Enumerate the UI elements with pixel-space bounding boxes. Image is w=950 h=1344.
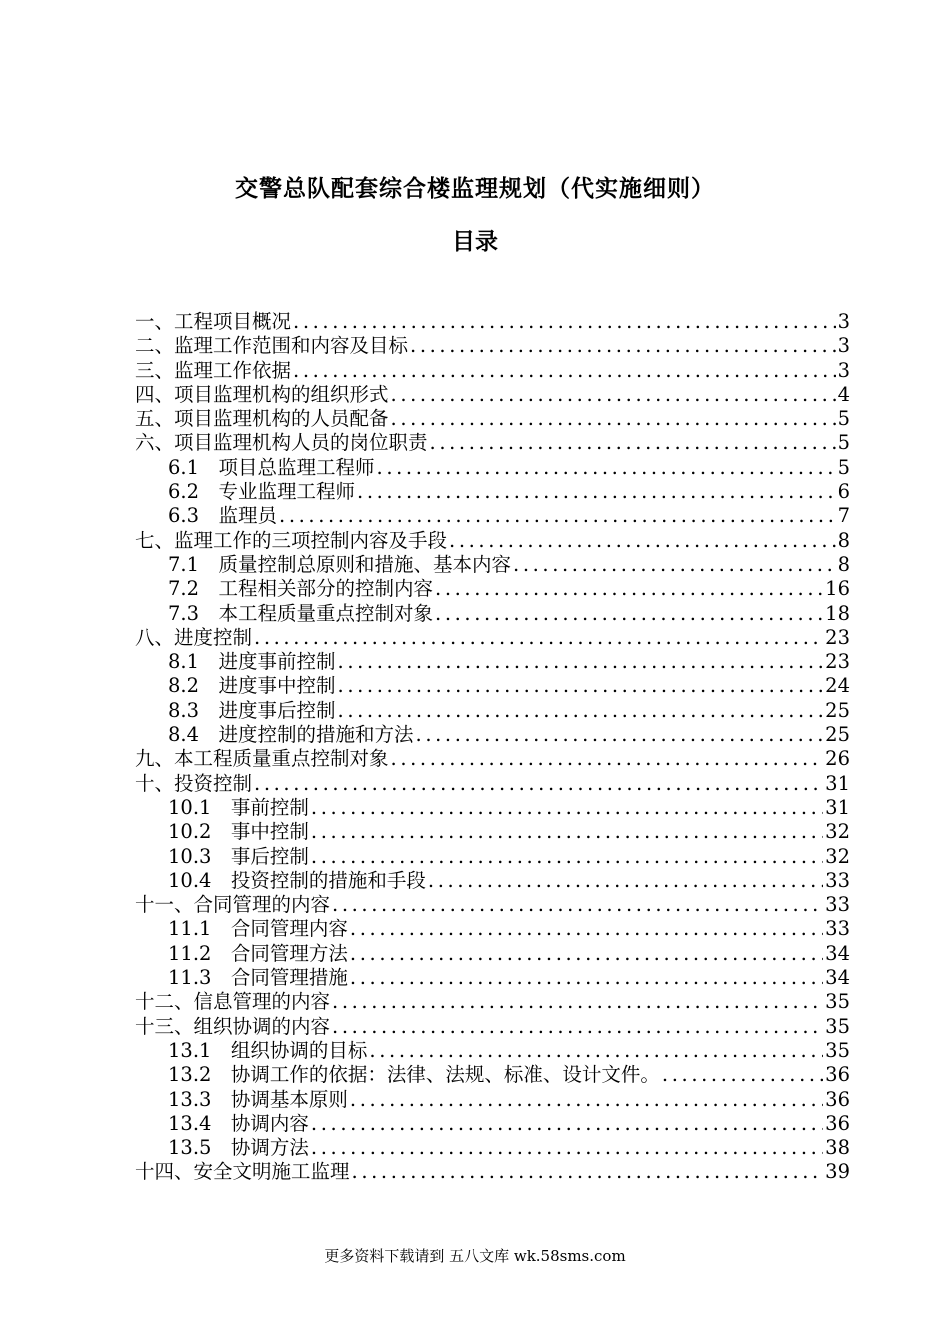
toc-entry-label: 11.3 合同管理措施 xyxy=(168,966,348,990)
toc-dot-leader xyxy=(293,310,836,334)
table-of-contents xyxy=(135,310,850,1185)
toc-entry-page: 32 xyxy=(825,844,850,868)
toc-entry-label: 二、监理工作范围和内容及目标 xyxy=(135,334,409,358)
toc-entry-page: 5 xyxy=(837,407,850,431)
toc-entry-page: 32 xyxy=(825,820,850,844)
toc-dot-leader xyxy=(513,553,836,577)
toc-entry[interactable] xyxy=(135,334,850,358)
toc-entry[interactable] xyxy=(135,699,850,723)
toc-dot-leader xyxy=(311,796,823,820)
toc-dot-leader xyxy=(428,869,823,893)
toc-dot-leader xyxy=(430,431,836,455)
toc-entry-label: 8.3 进度事后控制 xyxy=(168,698,336,722)
toc-entry-label: 十、投资控制 xyxy=(135,771,253,795)
toc-entry-label: 13.3 协调基本原则 xyxy=(168,1087,348,1111)
document-title: 交警总队配套综合楼监理规划（代实施细则） xyxy=(235,176,715,202)
toc-entry-page: 23 xyxy=(825,625,850,649)
toc-entry-label: 11.1 合同管理内容 xyxy=(168,917,348,941)
toc-dot-leader xyxy=(449,529,836,553)
toc-entry-label: 13.4 协调内容 xyxy=(168,1111,309,1135)
toc-dot-leader xyxy=(357,480,836,504)
toc-dot-leader xyxy=(254,626,823,650)
toc-entry[interactable] xyxy=(135,942,850,966)
toc-entry-label: 8.2 进度事中控制 xyxy=(168,674,336,698)
toc-entry-page: 34 xyxy=(825,966,850,990)
toc-entry-page: 31 xyxy=(825,795,850,819)
toc-entry[interactable] xyxy=(135,966,850,990)
toc-heading: 目录 xyxy=(452,229,498,255)
toc-entry-page: 39 xyxy=(825,1160,850,1184)
toc-entry-label: 十一、合同管理的内容 xyxy=(135,893,331,917)
toc-dot-leader xyxy=(338,674,824,698)
toc-entry-label: 10.3 事后控制 xyxy=(168,844,309,868)
toc-entry-label: 十四、安全文明施工监理 xyxy=(135,1160,350,1184)
toc-dot-leader xyxy=(311,820,823,844)
toc-dot-leader xyxy=(332,990,823,1014)
toc-entry[interactable] xyxy=(135,602,850,626)
toc-dot-leader xyxy=(435,602,823,626)
toc-entry[interactable] xyxy=(135,553,850,577)
toc-entry[interactable] xyxy=(135,310,850,334)
toc-entry-page: 5 xyxy=(837,455,850,479)
toc-entry-label: 6.1 项目总监理工程师 xyxy=(168,455,375,479)
toc-entry[interactable] xyxy=(135,723,850,747)
footer-text: 更多资料下载请到 五八文库 wk.58sms.com xyxy=(324,1247,626,1265)
toc-entry-label: 8.1 进度事前控制 xyxy=(168,650,336,674)
toc-entry-label: 10.4 投资控制的措施和手段 xyxy=(168,868,426,892)
toc-dot-leader xyxy=(279,504,836,528)
toc-entry-label: 七、监理工作的三项控制内容及手段 xyxy=(135,528,448,552)
toc-entry-label: 十二、信息管理的内容 xyxy=(135,990,331,1014)
toc-entry[interactable] xyxy=(135,650,850,674)
toc-entry-page: 8 xyxy=(837,528,850,552)
toc-entry-label: 8.4 进度控制的措施和方法 xyxy=(168,723,414,747)
toc-entry-page: 25 xyxy=(825,698,850,722)
toc-entry-page: 35 xyxy=(825,990,850,1014)
toc-dot-leader xyxy=(293,359,836,383)
toc-entry[interactable] xyxy=(135,796,850,820)
toc-entry-page: 7 xyxy=(837,504,850,528)
toc-dot-leader xyxy=(311,1136,823,1160)
toc-entry-label: 7.3 本工程质量重点控制对象 xyxy=(168,601,434,625)
toc-entry[interactable] xyxy=(135,1063,850,1087)
toc-entry-page: 8 xyxy=(837,552,850,576)
toc-entry-label: 13.5 协调方法 xyxy=(168,1136,309,1160)
toc-entry-label: 五、项目监理机构的人员配备 xyxy=(135,407,389,431)
toc-entry[interactable] xyxy=(135,1015,850,1039)
toc-entry[interactable] xyxy=(135,1088,850,1112)
toc-dot-leader xyxy=(350,942,823,966)
toc-dot-leader xyxy=(311,845,823,869)
toc-entry-label: 三、监理工作依据 xyxy=(135,358,292,382)
toc-entry-label: 十三、组织协调的内容 xyxy=(135,1014,331,1038)
toc-entry[interactable] xyxy=(135,1136,850,1160)
toc-entry[interactable] xyxy=(135,480,850,504)
toc-entry-label: 10.2 事中控制 xyxy=(168,820,309,844)
toc-entry-page: 35 xyxy=(825,1038,850,1062)
toc-entry-label: 九、本工程质量重点控制对象 xyxy=(135,747,389,771)
toc-dot-leader xyxy=(377,456,836,480)
toc-dot-leader xyxy=(332,893,823,917)
toc-entry-page: 3 xyxy=(837,358,850,382)
toc-entry[interactable] xyxy=(135,456,850,480)
toc-entry-label: 10.1 事前控制 xyxy=(168,795,309,819)
toc-entry-label: 一、工程项目概况 xyxy=(135,310,292,333)
toc-entry-page: 3 xyxy=(837,334,850,358)
toc-entry[interactable] xyxy=(135,772,850,796)
toc-dot-leader xyxy=(391,407,836,431)
toc-entry-label: 13.2 协调工作的依据：法律、法规、标准、设计文件。 xyxy=(168,1063,660,1087)
toc-entry[interactable] xyxy=(135,893,850,917)
toc-entry[interactable] xyxy=(135,917,850,941)
toc-entry-page: 36 xyxy=(825,1063,850,1087)
toc-entry-label: 7.1 质量控制总原则和措施、基本内容 xyxy=(168,552,512,576)
toc-entry[interactable] xyxy=(135,869,850,893)
toc-dot-leader xyxy=(662,1063,823,1087)
toc-dot-leader xyxy=(254,772,823,796)
toc-dot-leader xyxy=(350,917,823,941)
toc-entry-page: 4 xyxy=(837,382,850,406)
toc-entry-page: 33 xyxy=(825,917,850,941)
toc-entry-label: 13.1 组织协调的目标 xyxy=(168,1038,368,1062)
toc-entry-page: 36 xyxy=(825,1111,850,1135)
toc-entry-label: 6.3 监理员 xyxy=(168,504,278,528)
toc-entry[interactable] xyxy=(135,529,850,553)
toc-entry-page: 36 xyxy=(825,1087,850,1111)
toc-entry-page: 25 xyxy=(825,723,850,747)
toc-entry[interactable] xyxy=(135,383,850,407)
toc-entry[interactable] xyxy=(135,1039,850,1063)
toc-dot-leader xyxy=(391,747,824,771)
toc-dot-leader xyxy=(391,383,836,407)
toc-entry[interactable] xyxy=(135,747,850,771)
toc-entry-page: 5 xyxy=(837,431,850,455)
toc-entry-label: 六、项目监理机构人员的岗位职责 xyxy=(135,431,428,455)
toc-dot-leader xyxy=(352,1160,824,1184)
toc-entry-label: 八、进度控制 xyxy=(135,625,253,649)
toc-entry-page: 35 xyxy=(825,1014,850,1038)
toc-dot-leader xyxy=(410,334,836,358)
toc-entry-label: 11.2 合同管理方法 xyxy=(168,941,348,965)
toc-entry-page: 3 xyxy=(837,310,850,333)
toc-entry-label: 7.2 工程相关部分的控制内容 xyxy=(168,577,434,601)
toc-entry-page: 33 xyxy=(825,868,850,892)
toc-dot-leader xyxy=(338,650,824,674)
toc-entry[interactable] xyxy=(135,577,850,601)
toc-entry-page: 16 xyxy=(825,577,850,601)
toc-entry-page: 26 xyxy=(825,747,850,771)
toc-entry[interactable] xyxy=(135,1112,850,1136)
toc-dot-leader xyxy=(332,1015,823,1039)
toc-entry[interactable] xyxy=(135,504,850,528)
toc-entry-label: 四、项目监理机构的组织形式 xyxy=(135,382,389,406)
toc-entry[interactable] xyxy=(135,990,850,1014)
toc-entry-page: 6 xyxy=(837,480,850,504)
toc-dot-leader xyxy=(435,577,823,601)
toc-entry-page: 38 xyxy=(825,1136,850,1160)
toc-entry[interactable] xyxy=(135,359,850,383)
toc-entry[interactable] xyxy=(135,407,850,431)
toc-dot-leader xyxy=(338,699,824,723)
toc-dot-leader xyxy=(416,723,824,747)
toc-entry[interactable] xyxy=(135,845,850,869)
toc-entry-page: 23 xyxy=(825,650,850,674)
toc-entry-page: 24 xyxy=(825,674,850,698)
toc-entry[interactable] xyxy=(135,1160,850,1184)
toc-entry[interactable] xyxy=(135,431,850,455)
toc-dot-leader xyxy=(350,1088,823,1112)
toc-entry-page: 33 xyxy=(825,893,850,917)
toc-dot-leader xyxy=(311,1112,823,1136)
toc-entry[interactable] xyxy=(135,820,850,844)
toc-entry-label: 6.2 专业监理工程师 xyxy=(168,480,356,504)
toc-entry[interactable] xyxy=(135,674,850,698)
toc-entry-page: 18 xyxy=(825,601,850,625)
toc-entry[interactable] xyxy=(135,626,850,650)
toc-dot-leader xyxy=(350,966,823,990)
toc-dot-leader xyxy=(369,1039,823,1063)
toc-entry-page: 34 xyxy=(825,941,850,965)
toc-entry-page: 31 xyxy=(825,771,850,795)
